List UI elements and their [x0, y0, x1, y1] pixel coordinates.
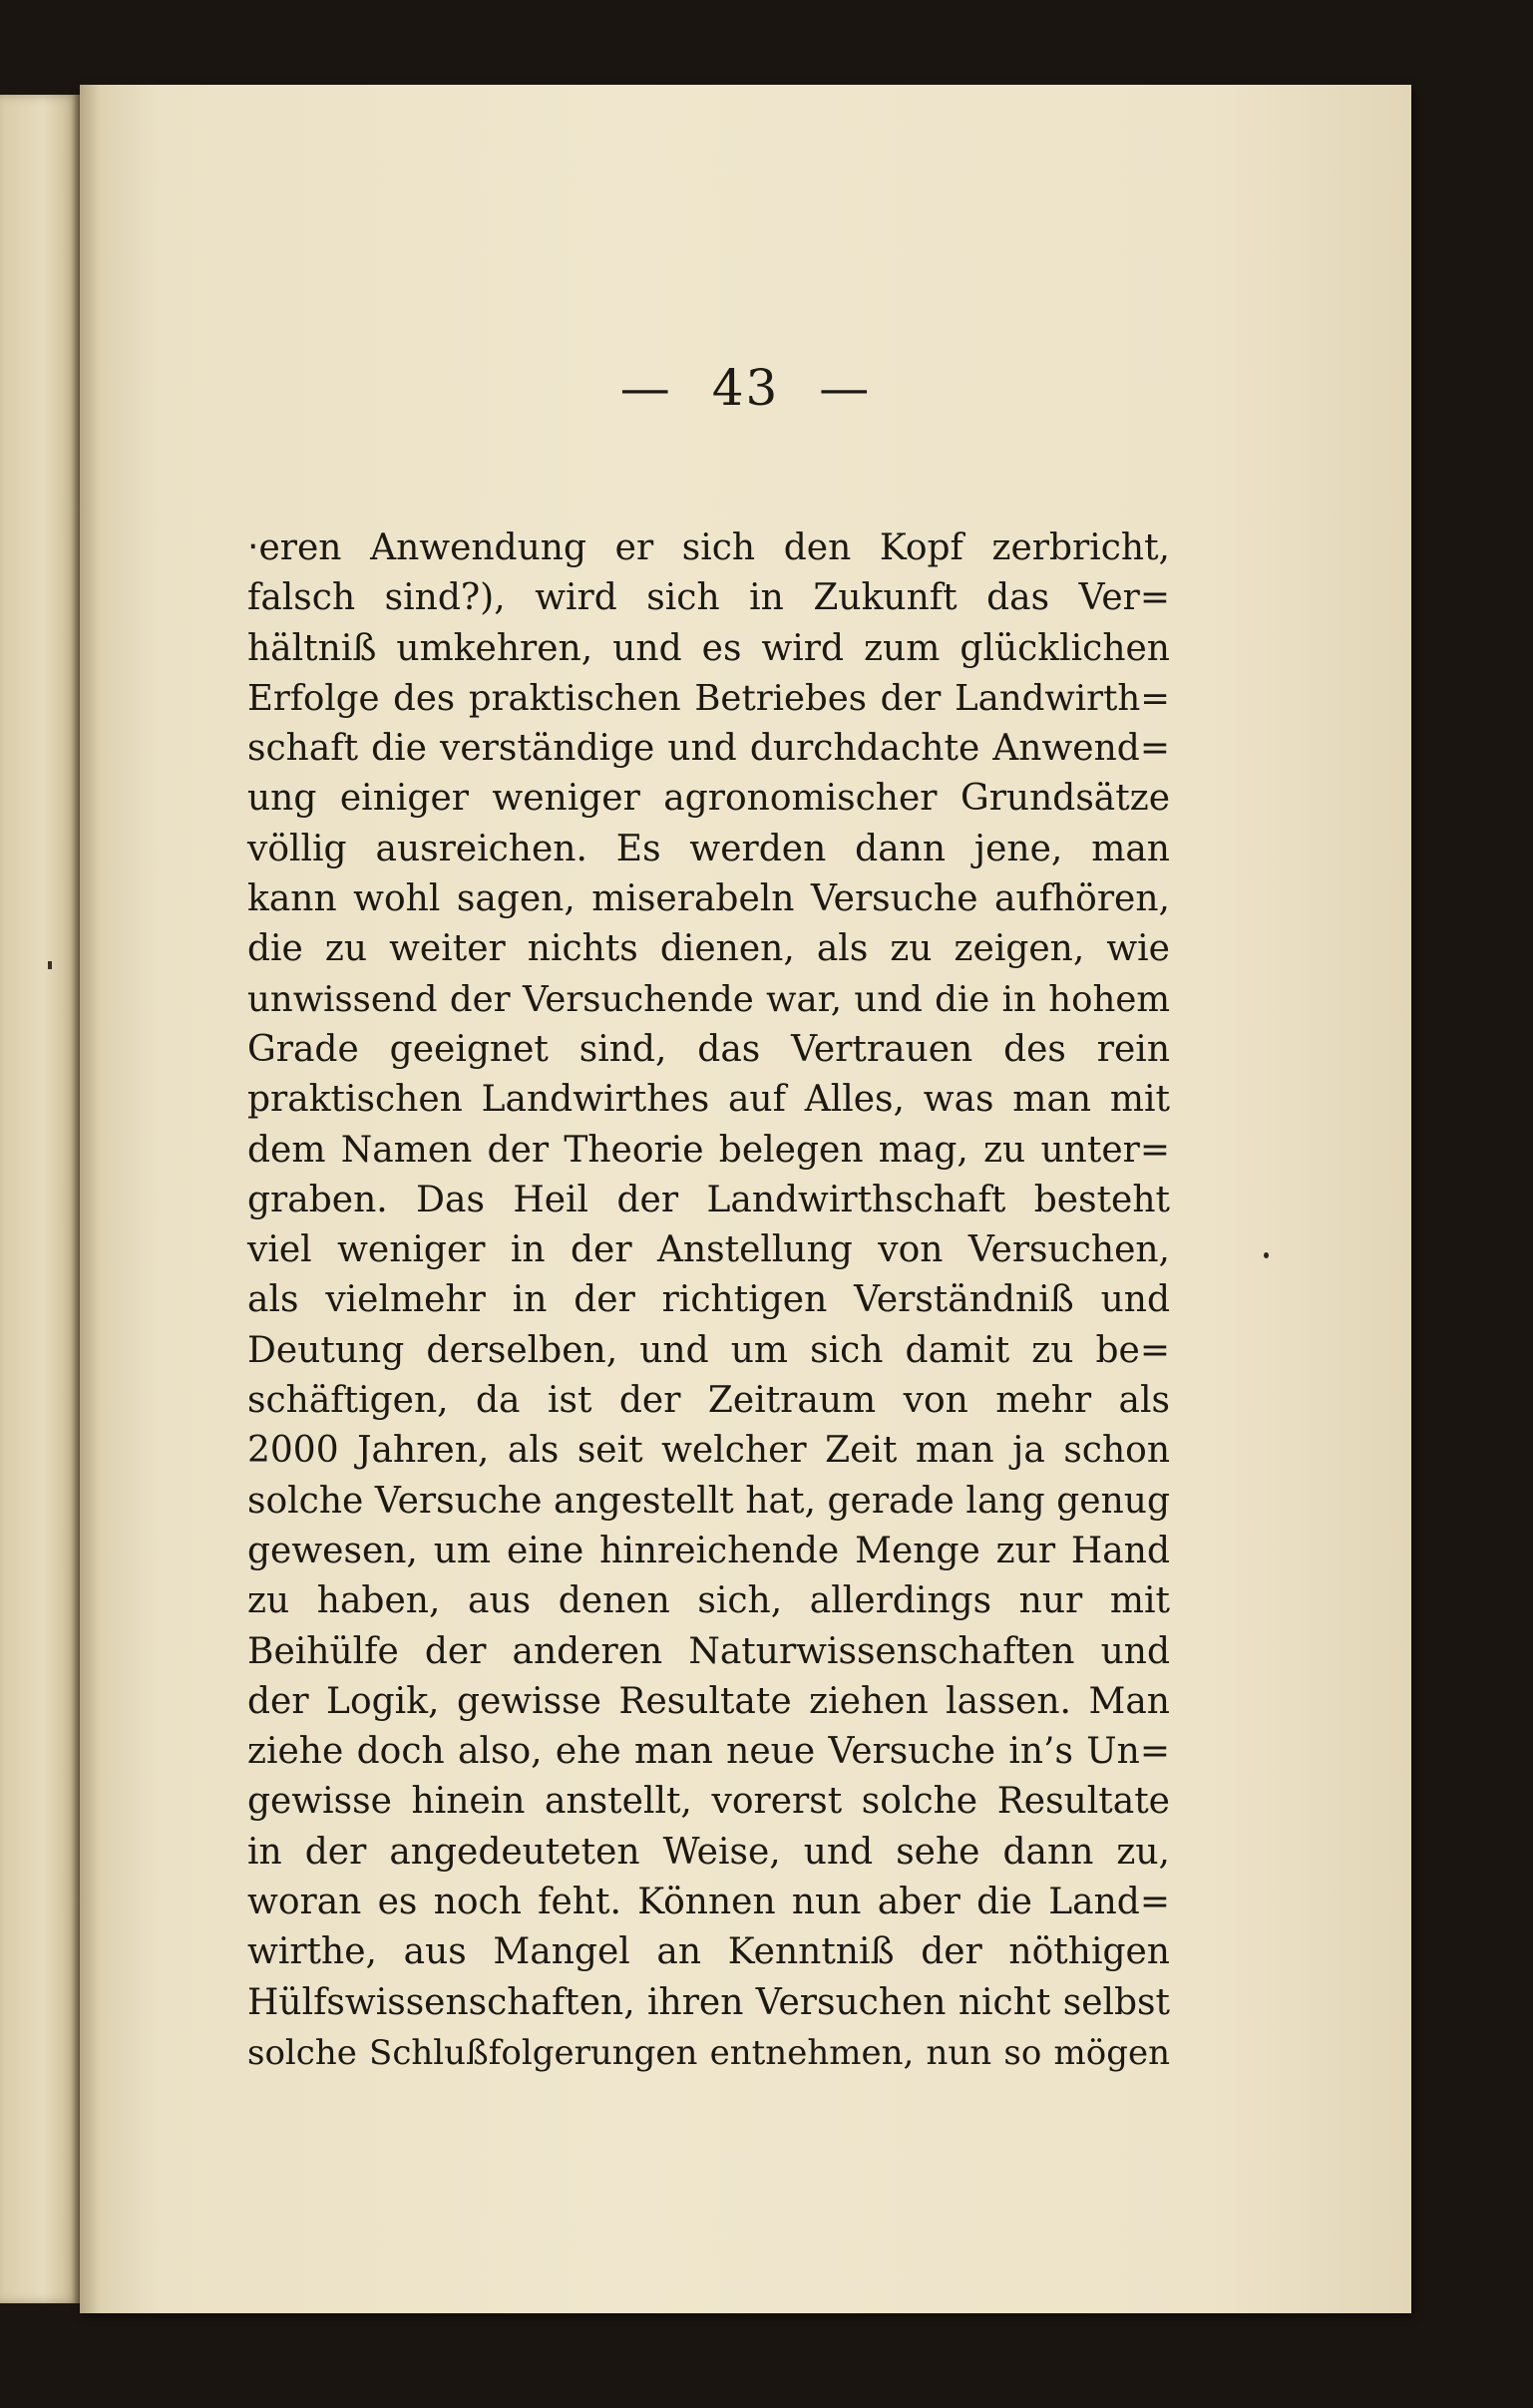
text-line: dem Namen der Theorie belegen mag, zu unter=	[247, 1129, 1170, 1171]
text-line: viel weniger in der Anstellung von Versuchen,	[247, 1229, 1170, 1271]
text-line: falsch sind?), wird sich in Zukunft das Ver=	[247, 577, 1170, 619]
text-line: solche Schlußfolgerungen entnehmen, nun so mögen	[247, 2032, 1170, 2073]
facing-page-edge	[0, 95, 80, 2303]
ink-speck	[1264, 1252, 1269, 1258]
text-line: kann wohl sagen, miserabeln Versuche aufhören,	[247, 878, 1170, 920]
text-line: praktischen Landwirthes auf Alles, was man mit	[247, 1079, 1170, 1121]
text-line: völlig ausreichen. Es werden dann jene, man	[247, 828, 1170, 869]
text-line: ung einiger weniger agronomischer Grundsätze	[247, 778, 1170, 820]
text-line: ‧eren Anwendung er sich den Kopf zerbricht,	[247, 527, 1170, 568]
text-line: Beihülfe der anderen Naturwissenschaften und	[247, 1630, 1170, 1672]
text-line: ziehe doch also, ehe man neue Versuche in’s Un=	[247, 1731, 1170, 1773]
text-line: unwissend der Versuchende war, und die in hohem	[247, 978, 1170, 1020]
page-header	[80, 359, 1411, 417]
text-line: hältniß umkehren, und es wird zum glücklichen	[247, 627, 1170, 669]
text-line: in der angedeuteten Weise, und sehe dann zu,	[247, 1831, 1170, 1873]
text-line: schaft die verständige und durchdachte Anwend=	[247, 728, 1170, 770]
text-line: als vielmehr in der richtigen Verständniß und	[247, 1279, 1170, 1321]
text-line: gewisse hinein anstellt, vorerst solche Resultate	[247, 1781, 1170, 1823]
text-line: Grade geeignet sind, das Vertrauen des rein	[247, 1028, 1170, 1070]
text-line: 2000 Jahren, als seit welcher Zeit man ja schon	[247, 1430, 1170, 1472]
body-text	[247, 523, 1170, 2078]
text-line: woran es noch feht. Können nun aber die Land=	[247, 1882, 1170, 1923]
text-line: Deutung derselben, und um sich damit zu be=	[247, 1329, 1170, 1371]
ink-speck	[48, 961, 52, 969]
text-line: graben. Das Heil der Landwirthschaft besteht	[247, 1179, 1170, 1220]
text-line: die zu weiter nichts dienen, als zu zeigen, wie	[247, 928, 1170, 970]
text-line: Erfolge des praktischen Betriebes der Landwirth=	[247, 677, 1170, 719]
text-line: Hülfswissenschaften, ihren Versuchen nicht selbst	[247, 1981, 1170, 2023]
header-dash-left: —	[619, 359, 672, 417]
text-line: gewesen, um eine hinreichende Menge zur Hand	[247, 1530, 1170, 1571]
text-line: schäftigen, da ist der Zeitraum von mehr als	[247, 1380, 1170, 1422]
text-line: der Logik, gewisse Resultate ziehen lassen. Man	[247, 1680, 1170, 1722]
text-line: wirthe, aus Mangel an Kenntniß der nöthigen	[247, 1931, 1170, 1973]
page-number: 43	[711, 359, 780, 417]
text-line: zu haben, aus denen sich, allerdings nur mit	[247, 1580, 1170, 1622]
text-line: solche Versuche angestellt hat, gerade lang genug	[247, 1480, 1170, 1522]
header-dash-right: —	[819, 359, 872, 417]
book-page	[80, 85, 1411, 2313]
